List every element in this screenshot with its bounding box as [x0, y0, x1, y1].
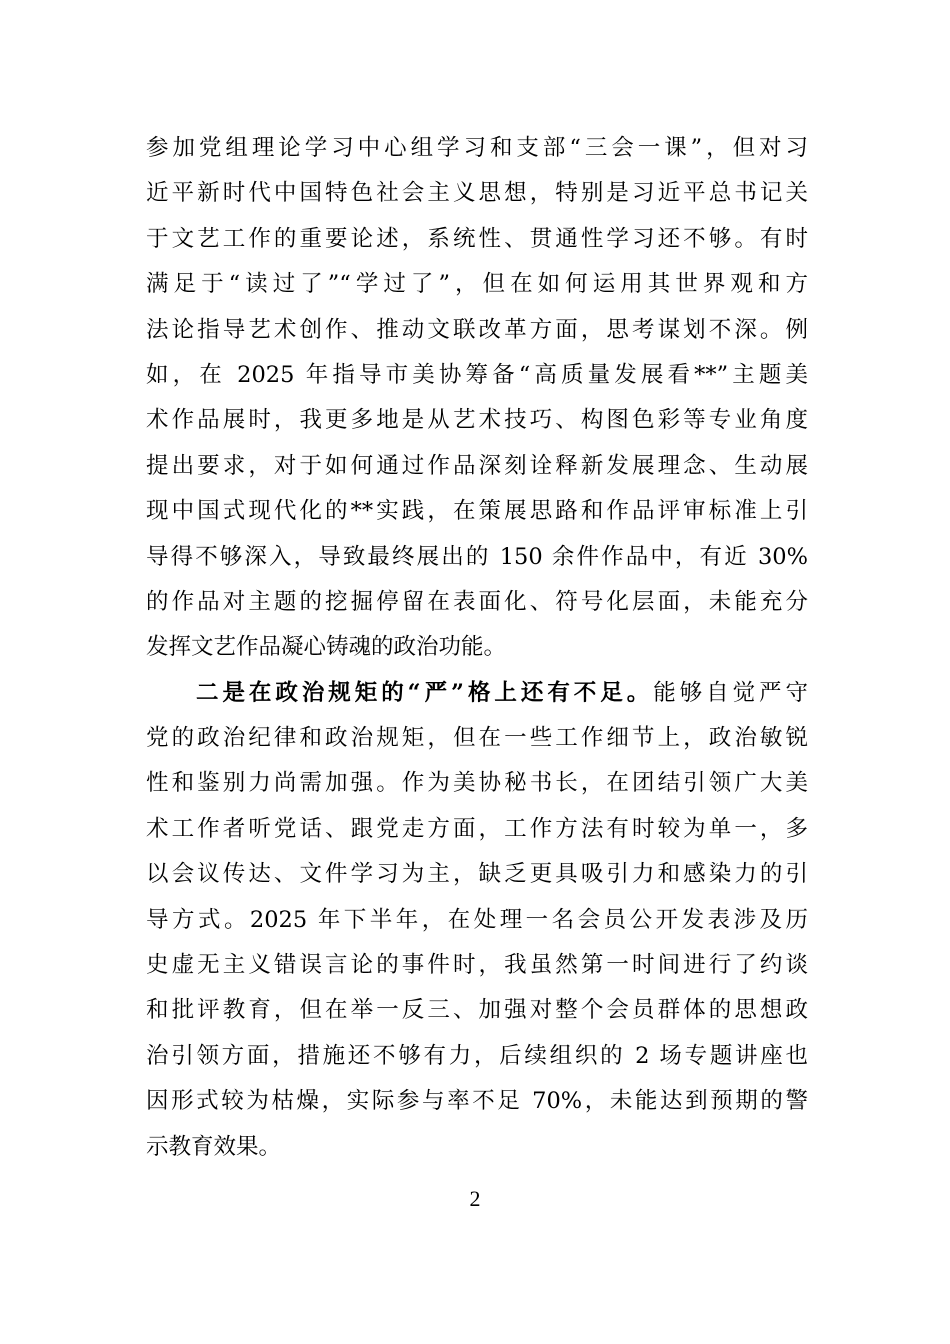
body-text: [146, 126, 808, 1170]
text-line: 法论指导艺术创作、推动文联改革方面，思考谋划不深。例: [146, 316, 808, 343]
text-line: 现中国式现代化的**实践，在策展思路和作品评审标准上引: [146, 498, 808, 525]
text-line: 于文艺工作的重要论述，系统性、贯通性学习还不够。有时: [146, 225, 808, 252]
text-line: 史虚无主义错误言论的事件时，我虽然第一时间进行了约谈: [146, 952, 808, 979]
text-line: 导方式。2025 年下半年，在处理一名会员公开发表涉及历: [146, 906, 808, 933]
section-heading: 二是在政治规矩的“严”格上还有不足。: [196, 679, 654, 706]
text-line: 如，在 2025 年指导市美协筹备“高质量发展看**”主题美: [146, 361, 808, 388]
text-line: 以会议传达、文件学习为主，缺乏更具吸引力和感染力的引: [146, 861, 808, 888]
text-line: 发挥文艺作品凝心铸魂的政治功能。: [146, 634, 507, 661]
text-line: 的作品对主题的挖掘停留在表面化、符号化层面，未能充分: [146, 588, 808, 615]
text-line: 近平新时代中国特色社会主义思想，特别是习近平总书记关: [146, 180, 808, 207]
paragraph-1: [146, 126, 808, 671]
text-line: 因形式较为枯燥，实际参与率不足 70%，未能达到预期的警: [146, 1088, 808, 1115]
text-line: 治引领方面，措施还不够有力，后续组织的 2 场专题讲座也: [146, 1042, 808, 1069]
text-line: 导得不够深入，导致最终展出的 150 余件作品中，有近 30%: [146, 543, 808, 570]
text-line: 性和鉴别力尚需加强。作为美协秘书长，在团结引领广大美: [146, 770, 808, 797]
text-line: 示教育效果。: [146, 1133, 282, 1160]
text-line: 满足于“读过了”“学过了”，但在如何运用其世界观和方: [146, 271, 808, 298]
text-line: 提出要求，对于如何通过作品深刻诠释新发展理念、生动展: [146, 452, 808, 479]
page-number: 2: [469, 1186, 481, 1211]
text-run: 能够自觉严守: [653, 679, 808, 706]
text-line: 党的政治纪律和政治规矩，但在一些工作细节上，政治敏锐: [146, 725, 808, 752]
text-line: 参加党组理论学习中心组学习和支部“三会一课”，但对习: [146, 135, 808, 161]
text-line: 和批评教育，但在举一反三、加强对整个会员群体的思想政: [146, 997, 808, 1024]
text-line: 术工作者听党话、跟党走方面，工作方法有时较为单一，多: [146, 815, 808, 842]
text-line: 术作品展时，我更多地是从艺术技巧、构图色彩等专业角度: [146, 407, 808, 434]
paragraph-2: [146, 671, 808, 1170]
paragraph-first-line: [146, 671, 808, 716]
